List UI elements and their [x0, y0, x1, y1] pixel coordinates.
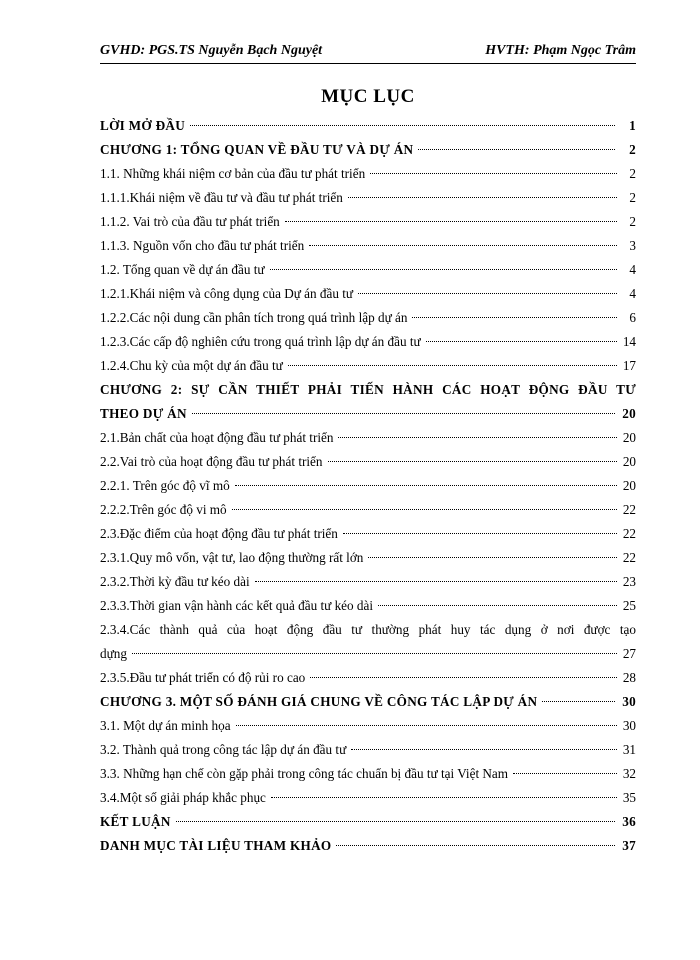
toc-entry-back[interactable]: KẾT LUẬN 36	[100, 814, 636, 829]
toc-entry-line1[interactable]: 2.3.4.Các thành quả của hoạt động đầu tư thường phát huy tác dụng ở nơi được tạo	[100, 622, 636, 637]
page-title: MỤC LỤC	[321, 86, 415, 107]
toc-entry-chapter-line2[interactable]: THEO DỰ ÁN 20	[100, 406, 636, 421]
toc-entry-chapter[interactable]: CHƯƠNG 3. MỘT SỐ ĐÁNH GIÁ CHUNG VỀ CÔNG TÁC LẬP DỰ ÁN 30	[100, 694, 636, 709]
toc-entry-back[interactable]: DANH MỤC TÀI LIỆU THAM KHẢO 37	[100, 838, 636, 853]
toc-entry[interactable]: 2.3.2.Thời kỳ đầu tư kéo dài 23	[100, 574, 636, 589]
toc-entry[interactable]: 1.2.2.Các nội dung cần phân tích trong quá trình lập dự án 6	[100, 310, 636, 325]
toc-entry[interactable]: 1.1.2. Vai trò của đầu tư phát triển 2	[100, 214, 636, 229]
page-header	[100, 40, 636, 64]
toc-entry[interactable]: 1.2.3.Các cấp độ nghiên cứu trong quá trình lập dự án đầu tư 14	[100, 334, 636, 349]
toc-entry[interactable]: 2.3.1.Quy mô vốn, vật tư, lao động thường rất lớn 22	[100, 550, 636, 565]
toc-entry[interactable]: 2.3.Đặc điểm của hoạt động đầu tư phát triển 22	[100, 526, 636, 541]
table-of-contents	[100, 114, 636, 858]
toc-entry[interactable]: 1.2. Tổng quan về dự án đầu tư 4	[100, 262, 636, 277]
toc-entry[interactable]: 2.2.Vai trò của hoạt động đầu tư phát triển 20	[100, 454, 636, 469]
toc-entry[interactable]: 2.3.3.Thời gian vận hành các kết quả đầu tư kéo dài 25	[100, 598, 636, 613]
header-student: HVTH: Phạm Ngọc Trâm	[485, 43, 636, 58]
toc-entry[interactable]: 1.1. Những khái niệm cơ bản của đầu tư phát triển 2	[100, 166, 636, 181]
toc-entry-front[interactable]: LỜI MỞ ĐẦU 1	[100, 118, 636, 133]
toc-entry[interactable]: 1.1.1.Khái niệm về đầu tư và đầu tư phát triển 2	[100, 190, 636, 205]
toc-entry[interactable]: 1.2.4.Chu kỳ của một dự án đầu tư 17	[100, 358, 636, 373]
toc-entry-chapter[interactable]: CHƯƠNG 1: TỔNG QUAN VỀ ĐẦU TƯ VÀ DỰ ÁN 2	[100, 142, 636, 157]
toc-entry[interactable]: 3.3. Những hạn chế còn gặp phải trong công tác chuẩn bị đầu tư tại Việt Nam 32	[100, 766, 636, 781]
header-advisor: GVHD: PGS.TS Nguyễn Bạch Nguyệt	[100, 43, 323, 58]
toc-entry[interactable]: 2.2.2.Trên góc độ vi mô 22	[100, 502, 636, 517]
toc-entry-line2[interactable]: dựng 27	[100, 646, 636, 661]
toc-entry[interactable]: 3.4.Một số giải pháp khắc phục 35	[100, 790, 636, 805]
toc-entry[interactable]: 3.2. Thành quả trong công tác lập dự án đầu tư 31	[100, 742, 636, 757]
toc-entry[interactable]: 2.3.5.Đầu tư phát triển có độ rủi ro cao 28	[100, 670, 636, 685]
toc-entry[interactable]: 1.2.1.Khái niệm và công dụng của Dự án đầu tư 4	[100, 286, 636, 301]
toc-entry[interactable]: 2.2.1. Trên góc độ vĩ mô 20	[100, 478, 636, 493]
toc-entry[interactable]: 1.1.3. Nguồn vốn cho đầu tư phát triển 3	[100, 238, 636, 253]
toc-entry[interactable]: 3.1. Một dự án minh họa 30	[100, 718, 636, 733]
toc-entry-chapter-line1[interactable]: CHƯƠNG 2: SỰ CẦN THIẾT PHẢI TIẾN HÀNH CÁC HOẠT ĐỘNG ĐẦU TƯ	[100, 382, 636, 397]
toc-entry[interactable]: 2.1.Bản chất của hoạt động đầu tư phát triển 20	[100, 430, 636, 445]
